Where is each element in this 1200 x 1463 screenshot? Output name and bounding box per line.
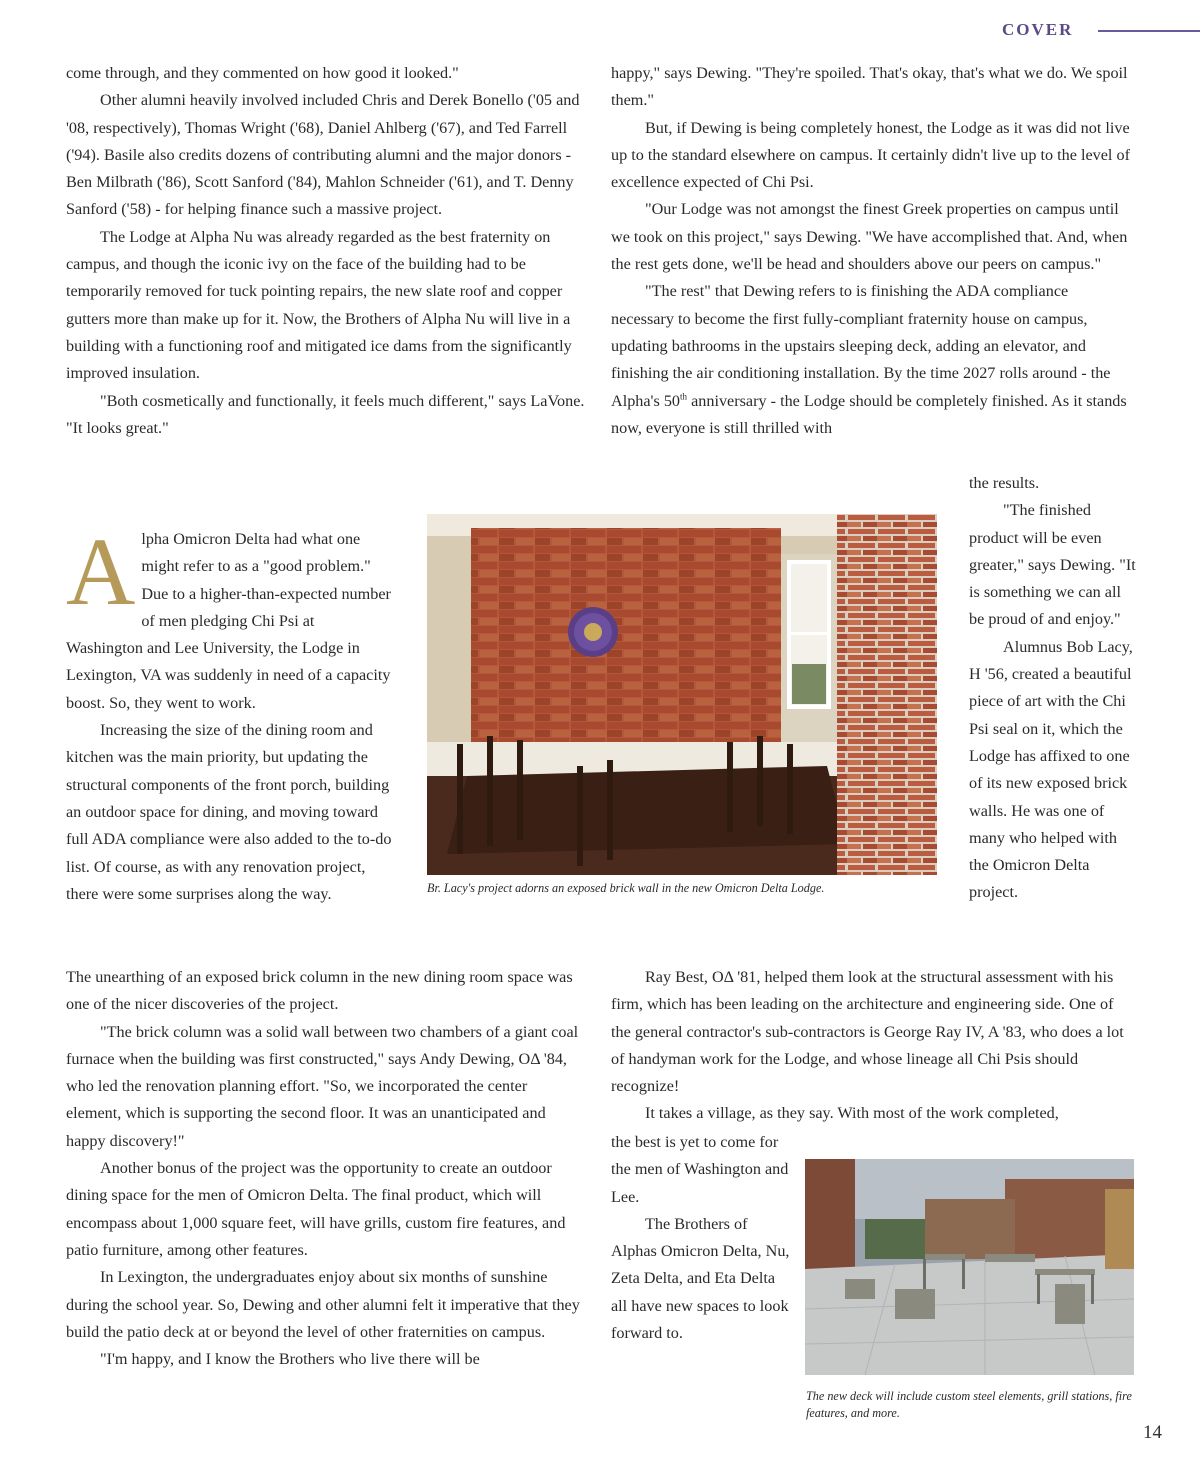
paragraph: come through, and they commented on how good it looked.": [66, 64, 459, 82]
paragraph: The Lodge at Alpha Nu was already regarded as the best fraternity on campus, and though the iconic ivy on the face of the building had to be temporarily removed for tuck pointing repairs, the new slate roof and copper gutters more than make up for it. Now, the Brothers of Alpha Nu will live in a building with a functioning roof and mitigated ice dams from the significantly improved insulation.: [66, 227, 572, 383]
deck-illustration: [805, 1159, 1134, 1375]
paragraph: the best is yet to come for the men of Washington and Lee.: [611, 1133, 789, 1206]
caption: The new deck will include custom steel elements, grill stations, fire features, and more.: [806, 1389, 1132, 1420]
paragraph: The Brothers of Alphas Omicron Delta, Nu, Zeta Delta, and Eta Delta all have new spaces to look forward to.: [611, 1214, 790, 1343]
paragraph: Alpha Omicron Delta had what one might refer to as a "good problem." Due to a higher-than-expected number of men pledging Chi Psi at Washington and Lee University, the Lodge in Lexington, VA was suddenly in need of a capacity boost. So, they went to work.: [66, 518, 391, 712]
article-column-bottom-right: [611, 964, 1135, 1128]
paragraph: In Lexington, the undergraduates enjoy about six months of sunshine during the school year. So, Dewing and other alumni felt it imperative that they build the patio deck at or beyond the level of other fraternities on campus.: [66, 1268, 580, 1341]
paragraph: Alumnus Bob Lacy, H '56, created a beautiful piece of art with the Chi Psi seal on it, which the Lodge has affixed to one of its new exposed brick walls. He was one of many who helped with the Omicron Delta project.: [969, 637, 1133, 902]
paragraph: "The brick column was a solid wall between two chambers of a giant coal furnace when the building was first constructed," says Andy Dewing, OΔ '84, who led the renovation planning effort. "So, we incorporated the center element, which is supporting the second floor. It was an unanticipated and happy discovery!": [66, 1022, 579, 1150]
dining-room-photo: [427, 514, 937, 875]
article-column-top-left: [66, 60, 586, 442]
paragraph: "I'm happy, and I know the Brothers who live there will be: [100, 1350, 480, 1369]
superscript: th: [680, 391, 688, 402]
paragraph: the results.: [969, 474, 1040, 492]
caption: Br. Lacy's project adorns an exposed brick wall in the new Omicron Delta Lodge.: [427, 881, 825, 895]
section-rule: [1098, 30, 1200, 32]
drop-cap: A: [66, 518, 136, 625]
paragraph: happy," says Dewing. "They're spoiled. That's okay, that's what we do. We spoil them.": [611, 64, 1128, 110]
paragraph: Another bonus of the project was the opportunity to create an outdoor dining space for the men of Omicron Delta. The final product, which will encompass about 1,000 square feet, will have grills, custom fire features, and patio furniture, among other features.: [66, 1159, 566, 1259]
deck-photo: [805, 1159, 1134, 1375]
paragraph: Other alumni heavily involved included Chris and Derek Bonello ('05 and '08, respectively), Thomas Wright ('68), Daniel Ahlberg ('67), and Ted Farrell ('94). Basile also credits dozens of contributing alumni and the major donors - Ben Milbrath ('86), Scott Sanford ('84), Mahlon Schneider ('61), and T. Denny Sanford ('58) - for helping finance such a massive project.: [66, 91, 580, 219]
paragraph: Increasing the size of the dining room and kitchen was the main priority, but updating the structural components of the front porch, building an outdoor space for dining, and moving toward full ADA compliance were also added to the to-do list. Of course, as with any renovation project, there were some surprises along the way.: [66, 721, 392, 903]
paragraph: Ray Best, OΔ '81, helped them look at the structural assessment with his firm, which has been leading on the architecture and engineering side. One of the general contractor's sub-contractors is George Ray IV, A '83, who does a lot of handyman work for the Lodge, and whose lineage all Chi Psis should recognize!: [611, 968, 1124, 1096]
page-number: 14: [1143, 1422, 1162, 1443]
article-column-top-right: [611, 60, 1135, 442]
paragraph: The unearthing of an exposed brick column in the new dining room space was one of the nicer discoveries of the project.: [66, 968, 573, 1014]
omicron-delta-intro: [66, 518, 392, 908]
section-label: COVER: [1002, 20, 1074, 39]
dining-room-illustration: [427, 514, 937, 875]
paragraph: "The rest" that Dewing refers to is finishing the ADA compliance necessary to become the first fully-compliant fraternity house on campus, updating bathrooms in the upstairs sleeping deck, adding an elevator, and finishing the air conditioning installation. By the time 2027 rolls around - the Alpha's 50th anniversary - the Lodge should be completely finished. As it stands now, everyone is still thrilled with: [611, 282, 1127, 437]
paragraph: "Both cosmetically and functionally, it feels much different," says LaVone. "It looks great.": [66, 391, 585, 437]
paragraph: But, if Dewing is being completely honest, the Lodge as it was did not live up to the standard elsewhere on campus. It certainly didn't live up to the level of excellence expected of Chi Psi.: [611, 118, 1130, 192]
article-column-bottom-left: [66, 964, 586, 1373]
paragraph: "The finished product will be even greater," says Dewing. "It is something we can all be proud of and enjoy.": [969, 501, 1136, 629]
side-column-bottom: [611, 1129, 791, 1347]
paragraph: It takes a village, as they say. With most of the work completed,: [645, 1104, 1059, 1123]
side-column-right: [969, 470, 1139, 907]
paragraph: "Our Lodge was not amongst the finest Greek properties on campus until we took on this project," says Dewing. "We have accomplished that. And, when the rest gets done, we'll be head and shoulders above our peers on campus.": [611, 200, 1128, 274]
